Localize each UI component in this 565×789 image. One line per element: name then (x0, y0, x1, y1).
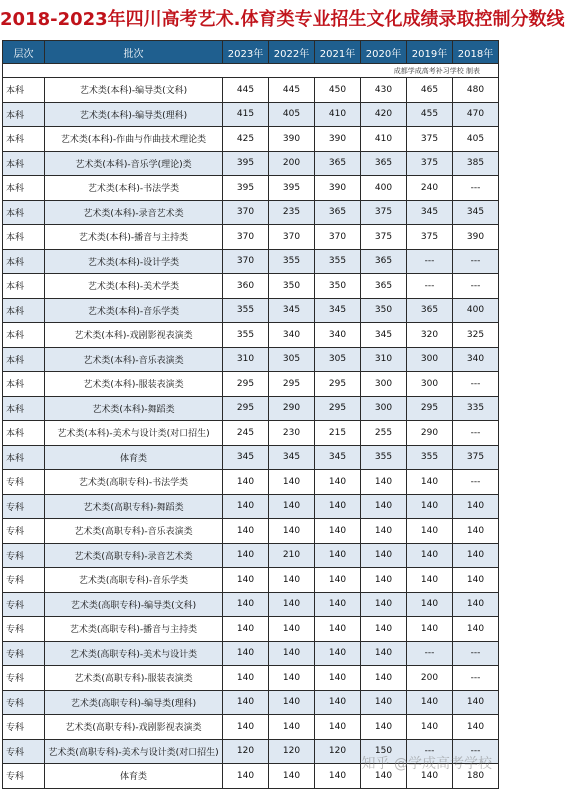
score-cell: 140 (407, 592, 453, 617)
table-row (3, 396, 499, 421)
level-cell: 专科 (3, 617, 45, 642)
table-row (3, 764, 499, 789)
batch-cell: 艺术类(高职专科)-戏剧影视表演类 (45, 715, 223, 740)
score-cell: 365 (361, 249, 407, 274)
score-cell: 140 (453, 617, 499, 642)
score-cell: 140 (361, 690, 407, 715)
score-cell: 340 (453, 347, 499, 372)
score-cell: 140 (269, 690, 315, 715)
level-cell: 专科 (3, 494, 45, 519)
score-cell: --- (453, 739, 499, 764)
score-cell: 140 (223, 494, 269, 519)
score-cell: 375 (407, 151, 453, 176)
score-cell: --- (453, 274, 499, 299)
score-cell: 140 (361, 568, 407, 593)
score-table (2, 40, 499, 789)
score-cell: 375 (361, 225, 407, 250)
batch-cell: 艺术类(高职专科)-舞蹈类 (45, 494, 223, 519)
score-cell: 400 (453, 298, 499, 323)
score-cell: 375 (453, 445, 499, 470)
score-cell: 405 (269, 102, 315, 127)
score-cell: 370 (269, 225, 315, 250)
score-cell: 140 (223, 715, 269, 740)
score-cell: 140 (223, 592, 269, 617)
table-body (3, 78, 499, 789)
score-cell: 140 (269, 764, 315, 789)
level-cell: 专科 (3, 519, 45, 544)
score-cell: 140 (407, 690, 453, 715)
batch-cell: 艺术类(高职专科)-音乐学类 (45, 568, 223, 593)
watermark-text: 知乎 @学成高考学校 (361, 756, 492, 772)
batch-cell: 艺术类(高职专科)-服装表演类 (45, 666, 223, 691)
score-cell: 140 (223, 690, 269, 715)
score-cell: 370 (223, 200, 269, 225)
score-cell: 300 (361, 372, 407, 397)
score-cell: 290 (407, 421, 453, 446)
score-cell: 140 (223, 641, 269, 666)
score-cell: 140 (407, 617, 453, 642)
score-cell: 140 (361, 764, 407, 789)
score-cell: --- (453, 470, 499, 495)
score-cell: 480 (453, 78, 499, 103)
score-cell: 120 (315, 739, 361, 764)
score-cell: 350 (361, 298, 407, 323)
level-cell: 专科 (3, 666, 45, 691)
score-cell: 350 (315, 274, 361, 299)
score-cell: 140 (223, 666, 269, 691)
batch-cell: 艺术类(本科)-舞蹈类 (45, 396, 223, 421)
score-cell: 245 (223, 421, 269, 446)
score-cell: 400 (361, 176, 407, 201)
score-cell: 140 (361, 617, 407, 642)
batch-cell: 体育类 (45, 445, 223, 470)
score-cell: 390 (453, 225, 499, 250)
score-cell: 310 (361, 347, 407, 372)
score-cell: 295 (315, 396, 361, 421)
score-cell: 230 (269, 421, 315, 446)
score-cell: 140 (407, 470, 453, 495)
score-cell: 140 (269, 592, 315, 617)
score-cell: 355 (315, 249, 361, 274)
table-row (3, 347, 499, 372)
batch-cell: 艺术类(高职专科)-编导类(文科) (45, 592, 223, 617)
score-cell: 140 (315, 470, 361, 495)
score-cell: 140 (315, 568, 361, 593)
score-cell: 295 (269, 372, 315, 397)
score-cell: 295 (407, 396, 453, 421)
score-cell: 140 (315, 715, 361, 740)
score-cell: 345 (223, 445, 269, 470)
level-cell: 本科 (3, 176, 45, 201)
table-row (3, 78, 499, 103)
score-cell: 140 (269, 641, 315, 666)
table-row (3, 200, 499, 225)
batch-cell: 艺术类(本科)-播音与主持类 (45, 225, 223, 250)
score-cell: 140 (407, 519, 453, 544)
header-2022: 2022年 (269, 41, 315, 64)
score-cell: 295 (223, 372, 269, 397)
score-cell: 320 (407, 323, 453, 348)
score-cell: --- (453, 641, 499, 666)
table-row (3, 274, 499, 299)
score-cell: --- (453, 176, 499, 201)
score-cell: 395 (223, 176, 269, 201)
batch-cell: 艺术类(高职专科)-书法学类 (45, 470, 223, 495)
batch-cell: 艺术类(本科)-设计学类 (45, 249, 223, 274)
score-cell: 365 (407, 298, 453, 323)
batch-cell: 艺术类(高职专科)-美术与设计类 (45, 641, 223, 666)
score-cell: 470 (453, 102, 499, 127)
score-cell: 140 (361, 715, 407, 740)
table-row (3, 494, 499, 519)
table-row (3, 568, 499, 593)
table-row (3, 225, 499, 250)
level-cell: 本科 (3, 323, 45, 348)
score-cell: --- (407, 274, 453, 299)
score-cell: 300 (361, 396, 407, 421)
score-cell: 365 (315, 151, 361, 176)
score-cell: 240 (407, 176, 453, 201)
header-2023: 2023年 (223, 41, 269, 64)
table-row (3, 102, 499, 127)
level-cell: 本科 (3, 225, 45, 250)
score-cell: 140 (223, 568, 269, 593)
score-cell: 140 (361, 543, 407, 568)
score-cell: 365 (315, 200, 361, 225)
score-cell: 120 (269, 739, 315, 764)
score-cell: 370 (223, 225, 269, 250)
batch-cell: 艺术类(高职专科)-美术与设计类(对口招生) (45, 739, 223, 764)
level-cell: 本科 (3, 127, 45, 152)
score-cell: 390 (269, 127, 315, 152)
batch-cell: 艺术类(本科)-戏剧影视表演类 (45, 323, 223, 348)
score-cell: 410 (315, 102, 361, 127)
level-cell: 本科 (3, 372, 45, 397)
score-cell: 140 (269, 666, 315, 691)
score-cell: 140 (315, 641, 361, 666)
table-row (3, 519, 499, 544)
table-row (3, 715, 499, 740)
batch-cell: 艺术类(本科)-书法学类 (45, 176, 223, 201)
score-cell: 140 (315, 764, 361, 789)
score-cell: 210 (269, 543, 315, 568)
level-cell: 本科 (3, 200, 45, 225)
score-cell: 140 (361, 470, 407, 495)
header-level: 层次 (3, 41, 45, 64)
score-cell: 390 (315, 176, 361, 201)
score-cell: 300 (407, 347, 453, 372)
score-cell: 395 (269, 176, 315, 201)
score-cell: 345 (315, 298, 361, 323)
score-cell: 140 (315, 543, 361, 568)
score-cell: 200 (269, 151, 315, 176)
score-cell: 140 (453, 592, 499, 617)
header-row (3, 41, 499, 64)
credit-text: 成都学成高考补习学校 制表 (3, 64, 499, 78)
score-cell: 405 (453, 127, 499, 152)
score-cell: 140 (361, 519, 407, 544)
score-cell: 345 (315, 445, 361, 470)
page-title: 2018-2023年四川高考艺术.体育类专业招生文化成绩录取控制分数线 (0, 9, 565, 30)
level-cell: 专科 (3, 641, 45, 666)
score-cell: 355 (407, 445, 453, 470)
table-row (3, 617, 499, 642)
score-cell: 365 (361, 151, 407, 176)
score-cell: 395 (223, 151, 269, 176)
table-row (3, 176, 499, 201)
score-cell: 420 (361, 102, 407, 127)
score-cell: 200 (407, 666, 453, 691)
score-cell: 150 (361, 739, 407, 764)
score-cell: 235 (269, 200, 315, 225)
level-cell: 本科 (3, 274, 45, 299)
score-cell: 430 (361, 78, 407, 103)
score-cell: 415 (223, 102, 269, 127)
table-row (3, 543, 499, 568)
table-row (3, 666, 499, 691)
score-cell: 445 (269, 78, 315, 103)
score-cell: 140 (453, 494, 499, 519)
score-cell: 140 (453, 568, 499, 593)
table-row (3, 690, 499, 715)
score-cell: 370 (223, 249, 269, 274)
batch-cell: 艺术类(本科)-服装表演类 (45, 372, 223, 397)
table-row (3, 470, 499, 495)
level-cell: 本科 (3, 396, 45, 421)
score-cell: 345 (269, 298, 315, 323)
batch-cell: 艺术类(高职专科)-录音艺术类 (45, 543, 223, 568)
batch-cell: 艺术类(本科)-美术学类 (45, 274, 223, 299)
score-cell: 310 (223, 347, 269, 372)
score-cell: 445 (223, 78, 269, 103)
batch-cell: 艺术类(高职专科)-音乐表演类 (45, 519, 223, 544)
score-cell: 140 (407, 568, 453, 593)
score-cell: 335 (453, 396, 499, 421)
score-cell: 385 (453, 151, 499, 176)
score-cell: --- (453, 421, 499, 446)
table-row (3, 127, 499, 152)
level-cell: 本科 (3, 249, 45, 274)
level-cell: 专科 (3, 592, 45, 617)
batch-cell: 艺术类(高职专科)-编导类(理科) (45, 690, 223, 715)
score-cell: 410 (361, 127, 407, 152)
score-cell: 140 (269, 568, 315, 593)
score-cell: 140 (223, 470, 269, 495)
score-cell: 140 (315, 519, 361, 544)
score-cell: 345 (407, 200, 453, 225)
score-cell: 375 (361, 200, 407, 225)
score-cell: --- (453, 372, 499, 397)
table-row (3, 592, 499, 617)
score-cell: 140 (361, 666, 407, 691)
level-cell: 专科 (3, 568, 45, 593)
score-cell: 140 (269, 715, 315, 740)
score-cell: 340 (315, 323, 361, 348)
table-row (3, 323, 499, 348)
table-row (3, 151, 499, 176)
score-cell: 140 (223, 543, 269, 568)
level-cell: 本科 (3, 421, 45, 446)
score-cell: 305 (315, 347, 361, 372)
score-cell: 140 (315, 690, 361, 715)
score-cell: 345 (453, 200, 499, 225)
batch-cell: 艺术类(本科)-编导类(文科) (45, 78, 223, 103)
score-cell: 345 (361, 323, 407, 348)
score-cell: --- (407, 641, 453, 666)
score-cell: 300 (407, 372, 453, 397)
score-cell: --- (453, 666, 499, 691)
table-row (3, 421, 499, 446)
score-cell: 140 (269, 617, 315, 642)
batch-cell: 艺术类(本科)-音乐学类 (45, 298, 223, 323)
score-cell: 140 (453, 715, 499, 740)
score-cell: 140 (361, 641, 407, 666)
score-cell: 355 (223, 323, 269, 348)
score-cell: 140 (361, 592, 407, 617)
level-cell: 本科 (3, 78, 45, 103)
score-cell: 140 (269, 519, 315, 544)
score-cell: 455 (407, 102, 453, 127)
score-cell: 365 (361, 274, 407, 299)
level-cell: 专科 (3, 715, 45, 740)
table-row (3, 739, 499, 764)
score-cell: 140 (407, 715, 453, 740)
score-cell: 180 (453, 764, 499, 789)
header-2021: 2021年 (315, 41, 361, 64)
score-cell: 425 (223, 127, 269, 152)
level-cell: 本科 (3, 102, 45, 127)
batch-cell: 艺术类(本科)-音乐学(理论)类 (45, 151, 223, 176)
score-cell: 140 (223, 764, 269, 789)
score-cell: 465 (407, 78, 453, 103)
score-cell: 325 (453, 323, 499, 348)
table-row (3, 445, 499, 470)
score-cell: 140 (223, 617, 269, 642)
batch-cell: 艺术类(本科)-编导类(理科) (45, 102, 223, 127)
score-cell: --- (407, 249, 453, 274)
header-2020: 2020年 (361, 41, 407, 64)
score-cell: 355 (223, 298, 269, 323)
score-cell: 140 (269, 470, 315, 495)
score-cell: 140 (407, 494, 453, 519)
batch-cell: 艺术类(本科)-美术与设计类(对口招生) (45, 421, 223, 446)
table-row (3, 641, 499, 666)
score-cell: 345 (269, 445, 315, 470)
table-row (3, 249, 499, 274)
batch-cell: 艺术类(本科)-录音艺术类 (45, 200, 223, 225)
level-cell: 本科 (3, 347, 45, 372)
batch-cell: 艺术类(本科)-作曲与作曲技术理论类 (45, 127, 223, 152)
score-cell: --- (453, 249, 499, 274)
score-cell: 375 (407, 225, 453, 250)
table-row (3, 372, 499, 397)
score-cell: 120 (223, 739, 269, 764)
score-cell: 290 (269, 396, 315, 421)
score-cell: --- (407, 739, 453, 764)
header-2019: 2019年 (407, 41, 453, 64)
batch-cell: 体育类 (45, 764, 223, 789)
score-cell: 140 (269, 494, 315, 519)
score-cell: 355 (361, 445, 407, 470)
level-cell: 本科 (3, 151, 45, 176)
batch-cell: 艺术类(本科)-音乐表演类 (45, 347, 223, 372)
score-cell: 140 (361, 494, 407, 519)
batch-cell: 艺术类(高职专科)-播音与主持类 (45, 617, 223, 642)
score-cell: 140 (407, 764, 453, 789)
score-cell: 295 (315, 372, 361, 397)
level-cell: 本科 (3, 298, 45, 323)
level-cell: 专科 (3, 470, 45, 495)
score-cell: 140 (453, 543, 499, 568)
score-cell: 140 (315, 666, 361, 691)
score-cell: 140 (315, 494, 361, 519)
score-cell: 140 (407, 543, 453, 568)
score-cell: 140 (223, 519, 269, 544)
score-cell: 355 (269, 249, 315, 274)
score-cell: 140 (315, 617, 361, 642)
score-cell: 390 (315, 127, 361, 152)
score-cell: 305 (269, 347, 315, 372)
score-cell: 140 (315, 592, 361, 617)
level-cell: 专科 (3, 690, 45, 715)
score-cell: 140 (453, 690, 499, 715)
header-2018: 2018年 (453, 41, 499, 64)
score-cell: 360 (223, 274, 269, 299)
score-cell: 295 (223, 396, 269, 421)
table-row (3, 298, 499, 323)
level-cell: 本科 (3, 445, 45, 470)
score-cell: 215 (315, 421, 361, 446)
score-cell: 350 (269, 274, 315, 299)
score-cell: 370 (315, 225, 361, 250)
score-cell: 375 (407, 127, 453, 152)
score-cell: 450 (315, 78, 361, 103)
header-batch: 批次 (45, 41, 223, 64)
score-cell: 255 (361, 421, 407, 446)
level-cell: 专科 (3, 764, 45, 789)
level-cell: 专科 (3, 543, 45, 568)
credit-row (3, 64, 499, 78)
score-cell: 340 (269, 323, 315, 348)
level-cell: 专科 (3, 739, 45, 764)
score-cell: 140 (453, 519, 499, 544)
